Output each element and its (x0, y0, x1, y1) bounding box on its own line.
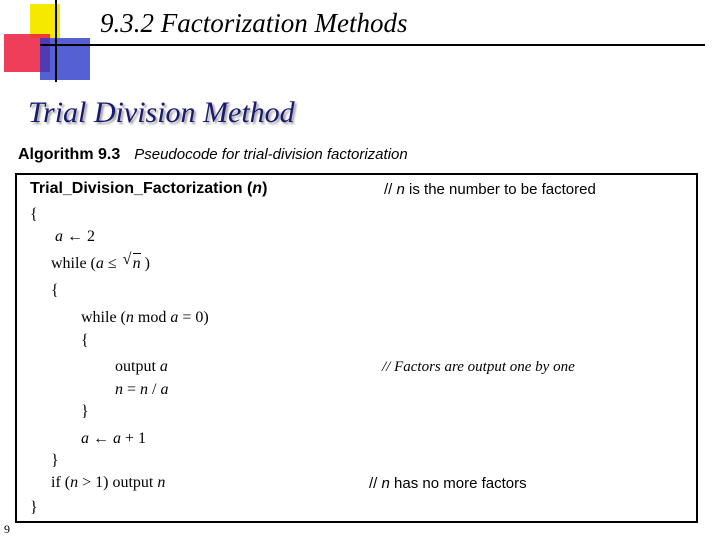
close-brace: } (30, 499, 38, 516)
title-rule (40, 44, 705, 46)
var-a: a (160, 381, 169, 398)
mod-op: mod (133, 309, 171, 326)
comment-text: has no more factors (389, 475, 527, 492)
var-a: a (170, 309, 179, 326)
final-comment (369, 475, 527, 492)
code-signature (30, 180, 267, 198)
assign-a-line (55, 228, 95, 246)
algorithm-label: Algorithm 9.3 (18, 146, 121, 163)
var-n: n (157, 474, 166, 491)
comment-prefix: // (369, 475, 382, 492)
var-n: n (70, 474, 79, 491)
leq-op: ≤ (103, 255, 121, 272)
div-op: / (148, 381, 161, 398)
close-brace-3: } (81, 403, 89, 420)
while-rest: = 0) (178, 309, 209, 326)
var-n: n (125, 309, 134, 326)
pseudocode-box (15, 173, 698, 523)
signature-text: Trial_Division_Factorization ( (30, 180, 253, 197)
var-n: n (140, 381, 149, 398)
open-brace-2: { (51, 282, 59, 299)
while-close: ) (140, 255, 150, 272)
assign-op: ← (89, 430, 113, 447)
signature-close: ) (262, 180, 268, 197)
update-n-line (115, 381, 168, 399)
algorithm-caption: Pseudocode for trial-division factorization (134, 146, 408, 163)
algorithm-header (18, 146, 408, 164)
assign-op: ← 2 (63, 228, 95, 245)
signature-comment (384, 181, 596, 198)
increment-rest: + 1 (121, 430, 147, 447)
output-comment: // Factors are output one by one (382, 359, 575, 375)
var-a: a (113, 430, 121, 447)
while-keyword: while ( (81, 309, 126, 326)
output-keyword: output (115, 358, 160, 375)
open-brace-3: { (81, 332, 89, 349)
page-number: 9 (4, 522, 10, 536)
inner-while-line (81, 309, 209, 327)
var-n: n (115, 381, 123, 398)
if-keyword: if ( (51, 474, 71, 491)
comment-prefix: // (384, 181, 397, 198)
comment-var: n (396, 181, 405, 198)
final-if-line (51, 474, 165, 492)
slide-title: 9.3.2 Factorization Methods (100, 8, 408, 38)
while-line (51, 251, 150, 273)
sqrt-expr (122, 251, 141, 273)
comment-text: is the number to be factored (404, 181, 596, 198)
slide-subtitle: Trial Division Method (28, 96, 295, 129)
sqrt-arg: n (132, 255, 141, 272)
var-a: a (81, 430, 89, 447)
output-line (115, 358, 168, 376)
var-a: a (55, 228, 63, 245)
while-keyword: while ( (51, 255, 96, 272)
deco-vertical-rule (55, 0, 57, 82)
var-a: a (95, 255, 104, 272)
if-rest: > 1) output (78, 474, 158, 491)
increment-line (81, 430, 146, 448)
var-a: a (159, 358, 168, 375)
comment-var: n (381, 475, 390, 492)
sqrt-symbol: √ (122, 251, 132, 268)
signature-arg: n (252, 180, 263, 197)
open-brace: { (30, 206, 38, 223)
eq-op: = (123, 381, 141, 398)
close-brace-2: } (51, 452, 59, 469)
